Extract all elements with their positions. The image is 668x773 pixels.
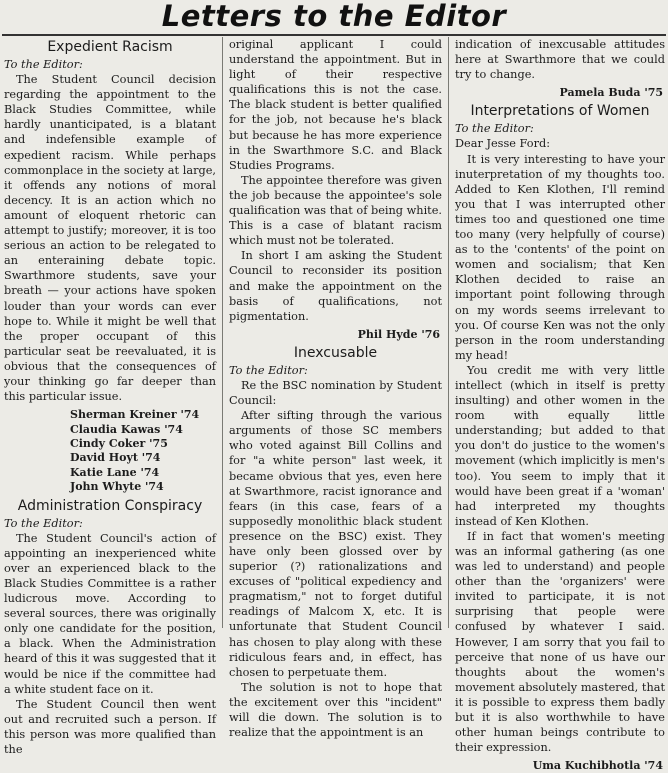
signer-name: Claudia Kawas '74: [70, 422, 183, 436]
letter-inexcusable: [229, 345, 442, 740]
column-1: [4, 37, 216, 756]
signer-list: [4, 408, 216, 494]
letter-headline: Inexcusable: [293, 344, 378, 361]
letter-continuation: [229, 37, 442, 342]
signer-name: Katie Lane '74: [70, 465, 160, 479]
signer-name: Sherman Kreiner '74: [70, 408, 200, 422]
letter-paragraph: The solution is not to hope that the excitement over this "incident" will die down. The solution is to realize that the appointment is an: [229, 680, 442, 740]
signer-name: David Hoyt '74: [70, 451, 161, 465]
column-3: [455, 37, 665, 773]
column-2: [229, 37, 442, 740]
letter-paragraph: You credit me with very little intellect (which in itself is pretty insulting) and other women in the room with equally little understanding; but added to that you don't do justice to the women's movement (which implicitly is men's too). You seem to imply that it would have been great if a 'woman' had interpreted my thoughts instead of Ken Klothen.: [455, 363, 665, 528]
letter-paragraph: After sifting through the various arguments of those SC members who voted against Bill Collins and for "a white person" last week, it became obvious that yes, even here at Swarthmore, racist ignorance and fears (in this case, fears of a supposedly monolithic black student presence on the BSC) exist. They have only been glossed over by superior (?) rationalizations and excuses of "political expediency and pragmatism," not to forget dutiful readings of Malcom X, etc. It is unfortunate that Student Council has chosen to play along with these ridiculous fears and, in effect, has chosen to perpetuate them.: [229, 409, 442, 679]
letter-administration-conspiracy: [4, 498, 216, 758]
letter-greeting: Dear Jesse Ford:: [455, 137, 551, 151]
letter-interpretations-of-women: [455, 103, 665, 773]
letter-salutation: To the Editor:: [455, 122, 534, 136]
letter-paragraph: original applicant I could understand the appointment. But in light of their respective qualifications this is not the case. The black student is better qualified for the job, not because he's black but because he has more experience in the Swarthmore S.C. and Black Studies Programs.: [229, 38, 442, 172]
letter-paragraph: It is very interesting to have your inuterpretation of my thoughts too. Added to Ken Klothen, I'll remind you that I was interrupted other times too and questioned one time too many (very helpfully of course) as to the 'contents' of the point on women and socialism; that Ken Klothen decided to raise an important point following through on my words seems irrelevant to you. Of course Ken was not the only person in the room understanding my head!: [455, 152, 665, 362]
letter-salutation: To the Editor:: [4, 58, 83, 71]
letter-paragraph: The Student Council then went out and recruited such a person. If this person was more qualified than the: [4, 697, 216, 756]
letter-paragraph: If in fact that women's meeting was an informal gathering (as one was led to understand) and people other than the 'organizers' were invited to participate, it is not surprising that people were confused by whatever I said. However, I am sorry that you fail to perceive that none of us have our thoughts about the women's movement absolutely mastered, that it is possible to express them badly but it is also worthwhile to have other human beings contribute to their expression.: [455, 529, 665, 755]
letter-salutation: To the Editor:: [4, 516, 83, 530]
letter-continuation: [455, 37, 665, 100]
letter-headline: Interpretations of Women: [470, 103, 650, 120]
letter-paragraph: The Student Council decision regarding the appointment to the Black Studies Committee, while hardly unanticipated, is a blatant and indefensible example of expedient racism. While perhaps commonplace in the society at large, it offends any notions of moral decency. It is an action which no amount of eloquent rhetoric can attempt to justify; moreover, it is too serious an action to be relegated to an enteraining debate topic. Swarthmore students, save your breath — your actions have spoken louder than your words can ever hope to. While it might be well that the proper occupant of this particular seat be reevaluated, it is obvious that the consequences of your thinking go far deeper than this particular issue.: [4, 73, 216, 404]
signer-name: Cindy Coker '75: [70, 436, 168, 450]
letter-signature: Pamela Buda '75: [559, 86, 663, 100]
letter-salutation: To the Editor:: [229, 363, 308, 377]
letter-paragraph: Re the BSC nomination by Student Council:: [229, 378, 442, 408]
letter-headline: Expedient Racism: [47, 39, 173, 55]
letter-paragraph: The appointee therefore was given the job because the appointee's sole qualification was that of being white. This is a case of blatant racism which must not be tolerated.: [229, 173, 442, 248]
letter-paragraph: The Student Council's action of appointing an inexperienced white over an experienced black to the Black Studies Committee is a rather ludicrous move. According to several sources, there was originally only one candidate for the position, a black. When the Administration heard of this it was suggested that it would be nice if the committee had a white student face on it.: [4, 531, 216, 696]
page-title: Letters to the Editor: [161, 0, 507, 33]
signer-name: John Whyte '74: [70, 480, 164, 494]
column-divider: [222, 37, 223, 628]
letter-signature: Phil Hyde '76: [357, 327, 440, 341]
letter-expedient-racism: [4, 39, 216, 495]
column-divider: [448, 37, 449, 628]
letter-paragraph: indication of inexcusable attitudes here at Swarthmore that we could try to change.: [455, 38, 665, 82]
title-rule: [2, 34, 666, 36]
letter-headline: Administration Conspiracy: [17, 497, 203, 514]
letter-paragraph: In short I am asking the Student Council to reconsider its position and make the appointment on the basis of qualifications, not pigmentation.: [229, 249, 442, 323]
letter-signature: Uma Kuchibhotla '74: [532, 759, 663, 773]
